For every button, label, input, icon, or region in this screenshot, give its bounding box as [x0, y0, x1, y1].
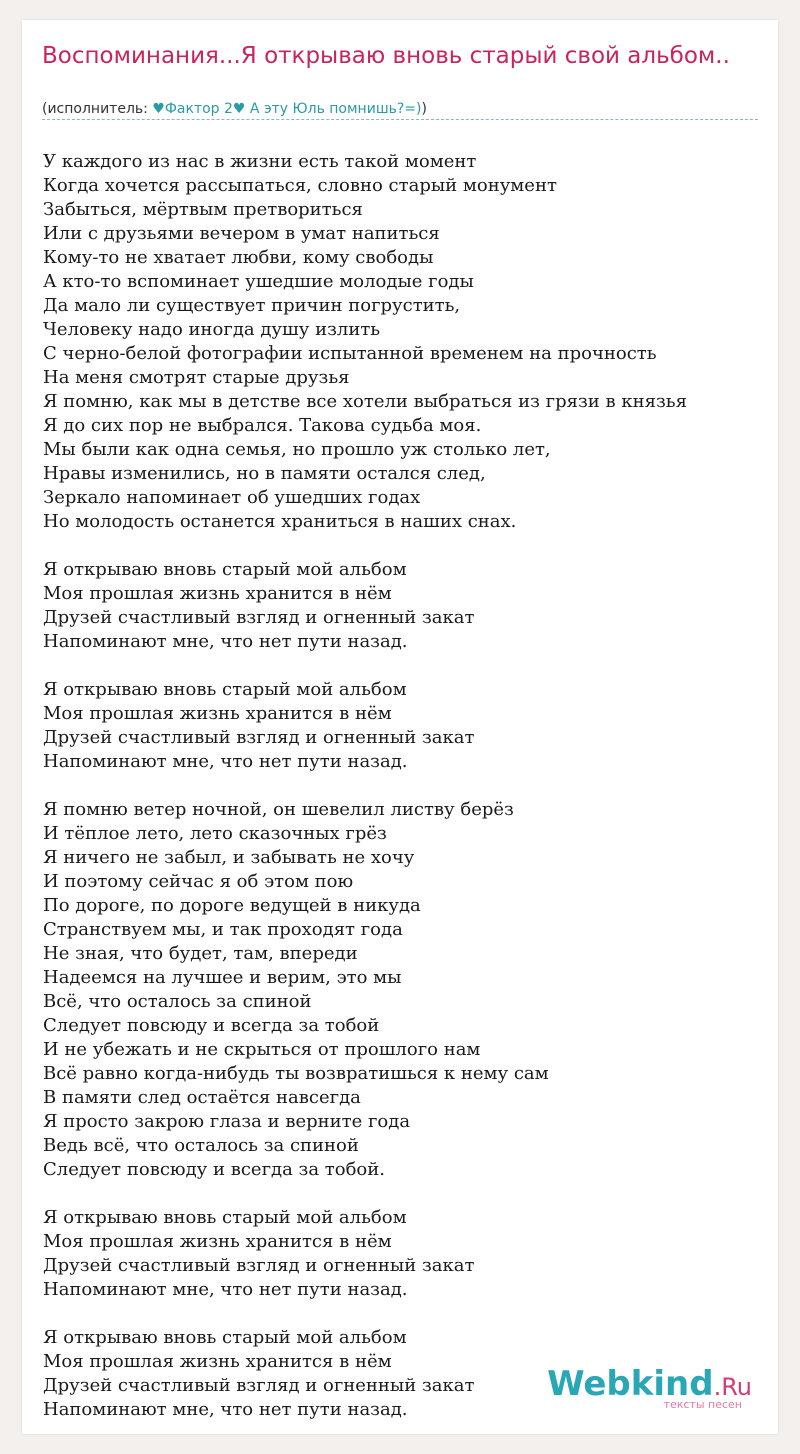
lyric-line: Моя прошлая жизнь хранится в нём — [43, 583, 392, 604]
lyric-line: Я помню ветер ночной, он шевелил листву берёз — [43, 799, 514, 820]
lyric-line: И поэтому сейчас я об этом пою — [43, 871, 354, 892]
stanza-break — [43, 654, 773, 678]
lyric-line: Друзей счастливый взгляд и огненный закат — [43, 607, 475, 628]
lyric-line: Я ничего не забыл, и забывать не хочу — [43, 847, 415, 868]
lyric-line: Ведь всё, что осталось за спиной — [43, 1135, 359, 1156]
lyric-line: Следует повсюду и всегда за тобой — [43, 1015, 380, 1036]
lyric-line: Или с друзьями вечером в умат напиться — [43, 223, 440, 244]
lyric-line: Странствуем мы, и так проходят года — [43, 919, 403, 940]
lyric-line: С черно-белой фотографии испытанной временем на прочность — [43, 343, 657, 364]
lyric-line: И тёплое лето, лето сказочных грёз — [43, 823, 387, 844]
lyric-line: Следует повсюду и всегда за тобой. — [43, 1159, 385, 1180]
lyric-line: Друзей счастливый взгляд и огненный закат — [43, 1255, 475, 1276]
lyric-line: Я открываю вновь старый мой альбом — [43, 1207, 407, 1228]
lyric-line: Моя прошлая жизнь хранится в нём — [43, 1351, 392, 1372]
artist-suffix: ) — [421, 101, 427, 117]
lyric-line: Я открываю вновь старый мой альбом — [43, 679, 407, 700]
artist-line — [42, 100, 758, 120]
lyric-line: Напоминают мне, что нет пути назад. — [43, 631, 408, 652]
song-title: Воспоминания...Я открываю вновь старый свой альбом.. — [42, 43, 730, 69]
lyric-line: Я открываю вновь старый мой альбом — [43, 559, 407, 580]
lyric-line: Напоминают мне, что нет пути назад. — [43, 1279, 408, 1300]
logo-tagline: тексты песен — [663, 1398, 742, 1411]
stanza-break — [43, 534, 773, 558]
lyric-line: Моя прошлая жизнь хранится в нём — [43, 1231, 392, 1252]
lyric-line: Напоминают мне, что нет пути назад. — [43, 751, 408, 772]
lyric-line: Да мало ли существует причин погрустить, — [43, 295, 461, 316]
lyric-line: Я до сих пор не выбрался. Такова судьба моя. — [43, 415, 482, 436]
lyric-line: На меня смотрят старые друзья — [43, 367, 350, 388]
lyric-line: У каждого из нас в жизни есть такой момент — [43, 151, 477, 172]
lyric-line: Всё, что осталось за спиной — [43, 991, 312, 1012]
lyrics-card — [22, 20, 778, 1434]
artist-link[interactable]: ♥Фактор 2♥ А эту Юль помнишь?=) — [152, 101, 422, 117]
logo-wordmark: Webkind.Ru — [547, 1364, 752, 1404]
lyric-line: Я помню, как мы в детстве все хотели выбраться из грязи в князья — [43, 391, 687, 412]
lyric-line: По дороге, по дороге ведущей в никуда — [43, 895, 421, 916]
lyric-line: Я открываю вновь старый мой альбом — [43, 1327, 407, 1348]
lyric-line: Не зная, что будет, там, впереди — [43, 943, 358, 964]
lyric-line: Друзей счастливый взгляд и огненный закат — [43, 1375, 475, 1396]
lyric-line: Зеркало напоминает об ушедших годах — [43, 487, 421, 508]
lyric-line: Моя прошлая жизнь хранится в нём — [43, 703, 392, 724]
lyric-line: Надеемся на лучшее и верим, это мы — [43, 967, 402, 988]
stanza-break — [43, 774, 773, 798]
lyric-line: Напоминают мне, что нет пути назад. — [43, 1399, 408, 1420]
lyric-line: Мы были как одна семья, но прошло уж столько лет, — [43, 439, 551, 460]
lyric-line: В памяти след остаётся навсегда — [43, 1087, 361, 1108]
stanza-break — [43, 1302, 773, 1326]
lyric-line: Я просто закрою глаза и верните года — [43, 1111, 411, 1132]
lyric-line: Человеку надо иногда душу излить — [43, 319, 381, 340]
lyric-line: Кому-то не хватает любви, кому свободы — [43, 247, 434, 268]
lyric-line: Но молодость останется храниться в наших снах. — [43, 511, 517, 532]
lyric-line: Всё равно когда-нибудь ты возвратишься к нему сам — [43, 1063, 549, 1084]
lyric-line: Забыться, мёртвым претвориться — [43, 199, 363, 220]
lyric-line: Друзей счастливый взгляд и огненный закат — [43, 727, 475, 748]
lyric-line: И не убежать и не скрыться от прошлого нам — [43, 1039, 481, 1060]
artist-prefix: (исполнитель: — [42, 101, 153, 117]
site-logo[interactable] — [547, 1364, 752, 1414]
lyric-line: А кто-то вспоминает ушедшие молодые годы — [43, 271, 474, 292]
stanza-break — [43, 1182, 773, 1206]
lyric-line: Нравы изменились, но в памяти остался след, — [43, 463, 486, 484]
lyrics-text — [43, 150, 773, 1422]
lyric-line: Когда хочется рассыпаться, словно старый монумент — [43, 175, 557, 196]
